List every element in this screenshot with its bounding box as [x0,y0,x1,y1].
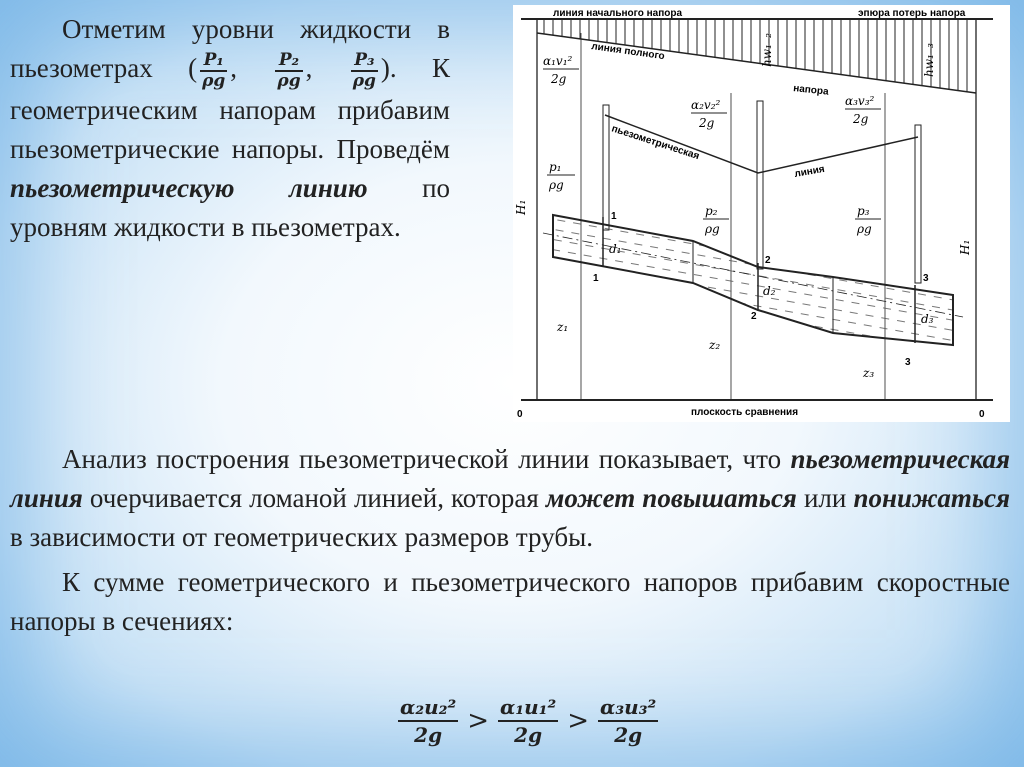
datum-plane-label: плоскость сравнения [691,407,799,418]
analysis-text-2: очерчивается ломаной линией, которая [89,483,539,513]
section-1-bottom-label: 1 [593,273,599,284]
formula-fraction-1: $\frac{\text{α₁u₁²}}{2g}$ [500,695,557,747]
z1-label: z₁ [557,320,569,334]
formula-fraction-3: $\frac{\text{α₃u₃²}}{2g}$ [600,695,657,747]
piezometer-tube-3 [915,125,921,283]
pressure-head-1-num: p₁ [549,160,562,174]
piezometric-label-1: пьезометрическая [610,123,701,163]
total-head-label-2: напора [792,83,830,98]
analysis-text-4: в зависимости от геометрических размеров трубы. [10,522,593,552]
section-1-top-label: 1 [611,211,617,222]
diameter-2-label: d₂ [763,284,776,298]
section-2-top-label: 2 [765,255,771,266]
emphasis-can-fall: понижаться [853,483,1011,513]
H1-left-label: H₁ [514,199,528,215]
section-3-bottom-label: 3 [905,357,911,368]
initial-head-label: линия начального напора [553,8,683,19]
hw12-label: hw₁₋₂ [760,33,774,67]
piezometer-tube-2 [757,101,763,269]
pressure-head-fraction-1: $\frac{\text{P₁}}{\rho g}$ [202,49,226,91]
section-3-top-label: 3 [923,273,929,284]
comma-1: , [230,53,238,83]
loss-diagram-label: эпюра потерь напора [858,8,966,19]
section-2-bottom-label: 2 [751,311,757,322]
velocity-head-1-num: α₁v₁² [543,54,573,68]
flow-diagram-svg [513,5,1010,422]
velocity-head-3-den: 2g [853,112,869,126]
bottom-text-block [10,440,1010,641]
pressure-head-fraction-3: $\frac{\text{P₃}}{\rho g}$ [352,49,376,91]
diameter-3-label: d₃ [921,312,934,326]
pressure-head-2-den: ρg [705,222,720,236]
velocity-head-paragraph: К сумме геометрического и пьезометрического напоров прибавим скоростные напоры в сечениях: [10,567,1010,636]
left-paragraph [10,10,450,247]
pipe [553,215,953,345]
emphasis-piezometric-line-2: пьезометрическая линия [10,444,1010,513]
analysis-paragraph [10,440,1010,557]
zero-left-label: 0 [517,409,523,420]
emphasis-can-rise: может повышаться [545,483,797,513]
piezometric-label-2: линия [793,163,826,180]
velocity-head-2-den: 2g [699,116,715,130]
piezometer-tube-1 [603,105,609,230]
H1-right-label: H₁ [958,239,972,255]
pressure-head-3-num: p₃ [857,204,870,218]
velocity-head-inequality [395,683,695,759]
velocity-head-2-num: α₂v₂² [691,98,721,112]
comma-2: , [305,53,313,83]
analysis-text-3: или [803,483,847,513]
velocity-head-3-num: α₃v₃² [845,94,875,108]
flow-diagram [513,5,1010,422]
z3-label: z₃ [863,366,875,380]
left-text-part3: по уровням жидкости в пьезометрах. [10,172,451,242]
greater-than-2: > [567,706,590,736]
pressure-head-3-den: ρg [857,222,872,236]
head-loss-hatch [537,19,976,93]
diameter-1-label: d₁ [609,242,622,256]
left-text-part1: Отметим уровни жидкости в пьезометрах ( [10,14,450,83]
hw13-label: hw₁₋₃ [922,43,936,77]
pressure-head-1-den: ρg [549,178,564,192]
zero-right-label: 0 [979,409,985,420]
z2-label: z₂ [709,338,721,352]
analysis-text-1: Анализ построения пьезометрической линии показывает, что [62,444,782,474]
emphasis-piezometric-line: пьезометрическую линию [10,172,368,203]
pressure-head-fraction-2: $\frac{\text{P₂}}{\rho g}$ [277,49,301,91]
total-head-label-1: линия полного [590,41,666,63]
velocity-head-1-den: 2g [551,72,567,86]
formula-fraction-2: $\frac{\text{α₂u₂²}}{2g}$ [400,695,457,747]
pressure-head-2-num: p₂ [705,204,718,218]
left-text-part2: ). К геометрическим напорам прибавим пьезометрические напоры. Проведём [10,53,451,164]
greater-than-1: > [467,706,490,736]
